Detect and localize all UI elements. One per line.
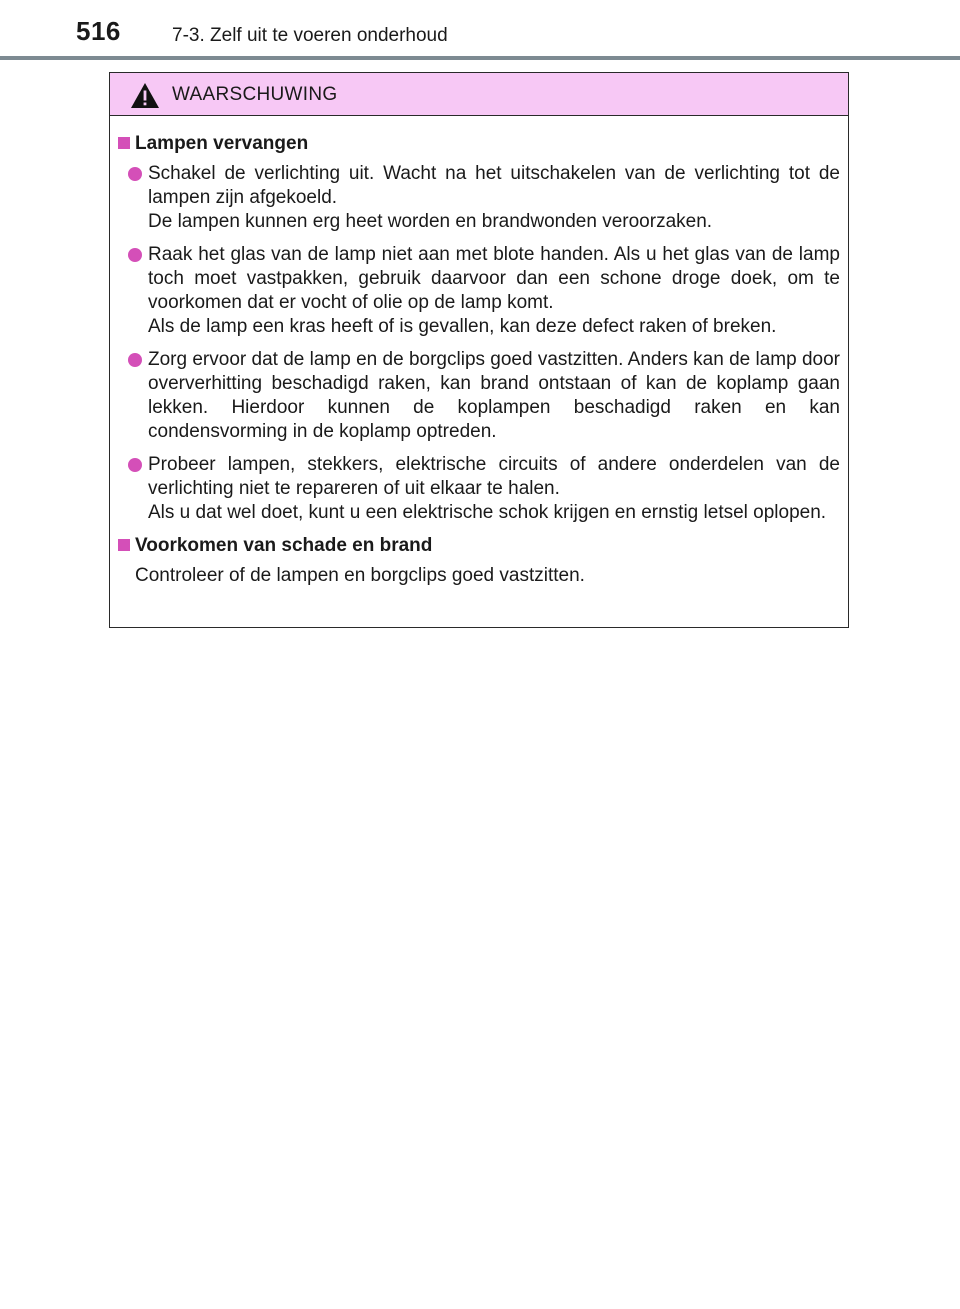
bullet-item [128, 453, 840, 525]
page-number: 516 [76, 16, 121, 46]
bullet-paragraph: Als u dat wel doet, kunt u een elektrische schok krijgen en ernstig letsel oplopen. [148, 502, 827, 523]
warning-box [109, 72, 849, 628]
section-body-text: Controleer of de lampen en borgclips goed vastzitten. [135, 565, 585, 586]
circle-bullet-icon [128, 458, 142, 472]
bullet-item [128, 243, 840, 339]
square-bullet-icon [118, 137, 130, 149]
warning-body [110, 116, 848, 588]
warning-header [110, 73, 848, 116]
section-heading-text: Voorkomen van schade en brand [135, 535, 433, 556]
bullet-paragraph: Raak het glas van de lamp niet aan met blote handen. Als u het glas van de lamp toch moet vastpakken, gebruik daarvoor dan een schone droge doek, om te voorkomen dat er vocht of olie op de lamp komt. [148, 244, 840, 313]
section-heading-text: Lampen vervangen [135, 133, 309, 154]
circle-bullet-icon [128, 167, 142, 181]
circle-bullet-icon [128, 248, 142, 262]
section-heading-lampen-vervangen [118, 132, 840, 156]
warning-triangle-icon [130, 82, 160, 109]
circle-bullet-icon [128, 353, 142, 367]
bullet-paragraph: De lampen kunnen erg heet worden en brandwonden veroorzaken. [148, 211, 713, 232]
section-title: 7-3. Zelf uit te voeren onderhoud [172, 25, 448, 46]
section-heading-voorkomen-schade [118, 534, 840, 558]
bullet-paragraph: Zorg ervoor dat de lamp en de borgclips goed vastzitten. Anders kan de lamp door oververhitting beschadigd raken, kan brand ontstaan of kan de koplamp gaan lekken. Hierdoor kunnen de koplampen beschadigd raken en kan condensvorming in de koplamp optreden. [148, 349, 840, 442]
bullet-item [128, 162, 840, 234]
bullet-text [148, 243, 840, 339]
square-bullet-icon [118, 539, 130, 551]
bullet-paragraph: Als de lamp een kras heeft of is gevallen, kan deze defect raken of breken. [148, 316, 777, 337]
bullet-text [148, 453, 840, 525]
bullet-paragraph: Probeer lampen, stekkers, elektrische circuits of andere onderdelen van de verlichting niet te repareren of uit elkaar te halen. [148, 454, 840, 499]
bullet-item [128, 348, 840, 444]
warning-title: WAARSCHUWING [172, 84, 338, 105]
bullet-paragraph: Schakel de verlichting uit. Wacht na het uitschakelen van de verlichting tot de lampen zijn afgekoeld. [148, 163, 840, 208]
header-rule [0, 56, 960, 60]
bullet-text [148, 162, 840, 234]
bullet-text [148, 348, 840, 444]
